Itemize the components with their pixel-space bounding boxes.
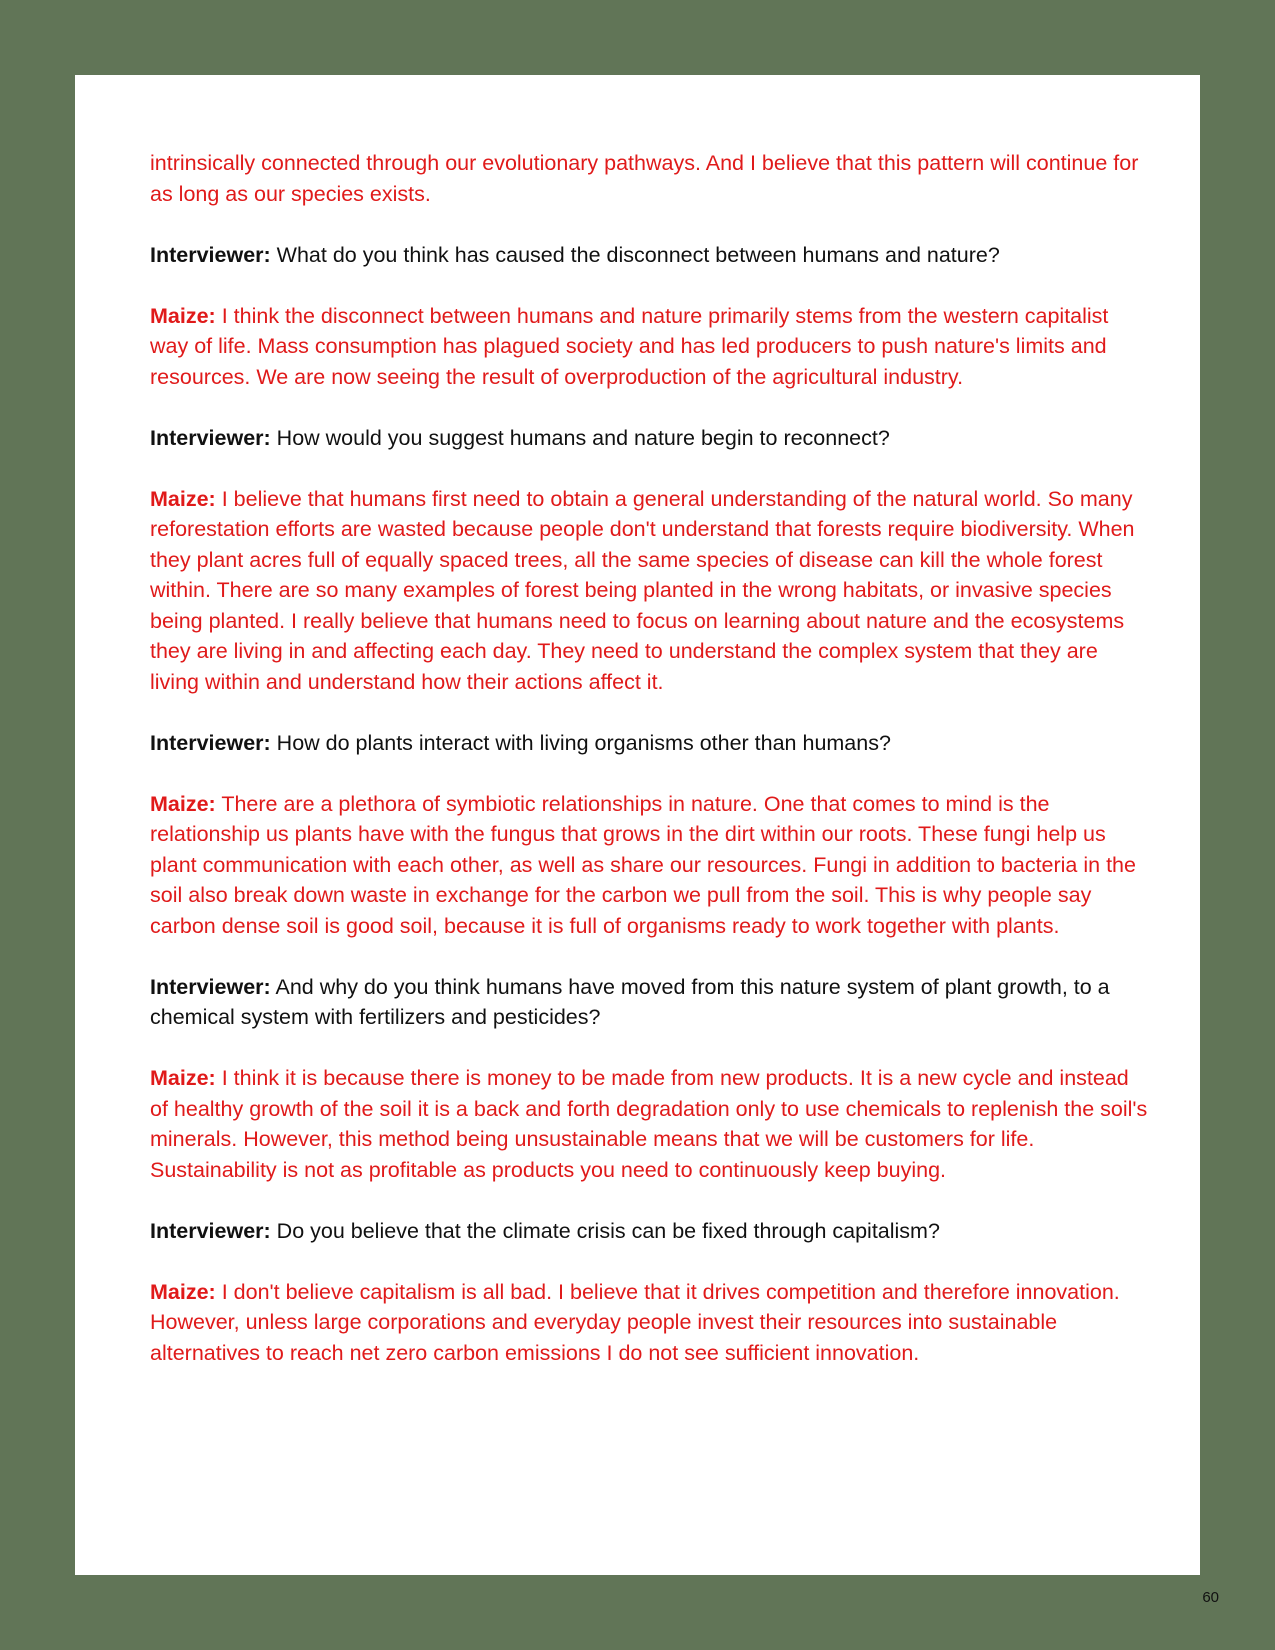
transcript-answer: [150, 301, 1150, 393]
speaker-label: Maize:: [150, 791, 216, 816]
transcript-question: [150, 1216, 1150, 1247]
transcript-answer: [150, 484, 1150, 698]
transcript-question: [150, 240, 1150, 271]
answer-text: I think the disconnect between humans and nature primarily stems from the western capitalist way of life. Mass consumption has plagued society and has led producers to push nature's limits and resources. We are now seeing the result of overproduction of the agricultural industry.: [150, 303, 1109, 389]
transcript-answer: [150, 789, 1150, 942]
interview-transcript: [150, 148, 1150, 1399]
transcript-question: [150, 972, 1150, 1033]
question-text: And why do you think humans have moved from this nature system of plant growth, to a chemical system with fertilizers and pesticides?: [150, 974, 1110, 1029]
question-text: How would you suggest humans and nature begin to reconnect?: [276, 425, 890, 450]
speaker-label: Interviewer:: [150, 1218, 271, 1243]
answer-text: I don't believe capitalism is all bad. I believe that it drives competition and therefore innovation. However, unless large corporations and everyday people invest their resources into sustainable alternatives to reach net zero carbon emissions I do not see sufficient innovation.: [150, 1279, 1120, 1365]
question-text: What do you think has caused the disconnect between humans and nature?: [276, 242, 1000, 267]
speaker-label: Interviewer:: [150, 730, 271, 755]
question-text: Do you believe that the climate crisis can be fixed through capitalism?: [276, 1218, 940, 1243]
answer-text: I believe that humans first need to obtain a general understanding of the natural world. So many reforestation efforts are wasted because people don't understand that forests require biodiversity. When they plant acres full of equally spaced trees, all the same species of disease can kill the whole forest within. There are so many examples of forest being planted in the wrong habitats, or invasive species being planted. I really believe that humans need to focus on learning about nature and the ecosystems they are living in and affecting each day. They need to understand the complex system that they are living within and understand how their actions affect it.: [150, 486, 1135, 694]
page-number: 60: [1202, 1589, 1219, 1606]
speaker-label: Interviewer:: [150, 425, 271, 450]
speaker-label: Maize:: [150, 1066, 216, 1090]
speaker-label: Interviewer:: [150, 974, 271, 999]
speaker-label: Maize:: [150, 303, 216, 328]
speaker-label: Maize:: [150, 1279, 216, 1304]
transcript-question: [150, 728, 1150, 759]
transcript-question: [150, 423, 1150, 454]
continued-answer-text: intrinsically connected through our evolutionary pathways. And I believe that this pattern will continue for as long as our species exists.: [150, 151, 1139, 206]
transcript-answer: [150, 1277, 1150, 1369]
answer-text: There are a plethora of symbiotic relationships in nature. One that comes to mind is the relationship us plants have with the fungus that grows in the dirt within our roots. These fungi help us plant communication with each other, as well as share our resources. Fungi in addition to bacteria in the soil also break down waste in exchange for the carbon we pull from the soil. This is why people say carbon dense soil is good soil, because it is full of organisms ready to work together with plants.: [150, 791, 1136, 938]
transcript-answer: [150, 1063, 1150, 1185]
speaker-label: Maize:: [150, 486, 216, 511]
document-page: [75, 75, 1200, 1575]
answer-text: I think it is because there is money to be made from new products. It is a new cycle and instead of healthy growth of the soil it is a back and forth degradation only to use chemicals to replenish the soil's minerals. However, this method being unsustainable means that we will be customers for life. Sustainability is not as profitable as products you need to continuously keep buying.: [150, 1066, 1148, 1182]
speaker-label: Interviewer:: [150, 242, 271, 267]
transcript-paragraph-continued: [150, 148, 1150, 209]
question-text: How do plants interact with living organisms other than humans?: [276, 730, 891, 755]
